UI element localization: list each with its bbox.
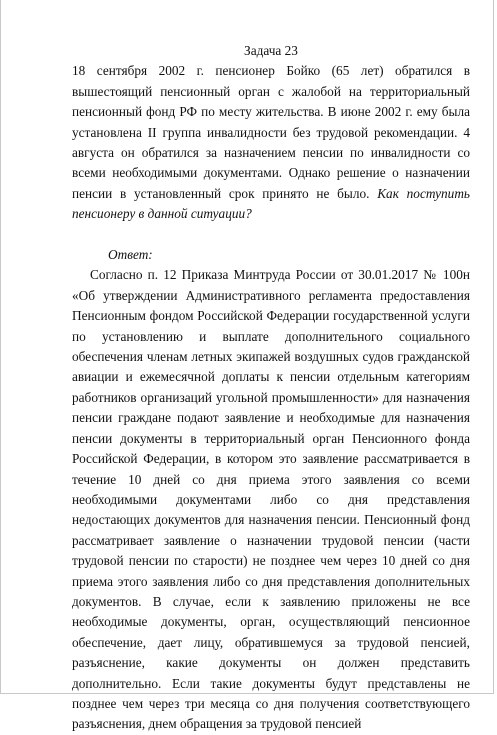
answer-paragraph: Согласно п. 12 Приказа Минтруда России от 30.01.2017 № 100н «Об утверждении Административного регламента предоставления Пенсионным фондом Российской Федерации государственной услуги по установлению и выплате дополнительного социального обеспечения членам летных экипажей воздушных судов гражданской авиации и ежемесячной доплаты к пенсии отдельным категориям работников организаций угольной промышленности» для назначения пенсии граждане подают заявление и необходимые для назначения пенсии документы в территориальный орган Пенсионного фонда Российской Федерации, в котором это заявление рассматривается в течение 10 дней со дня приема этого заявления со всеми необходимыми документами либо со дня представления недостающих документов для назначения пенсии. Пенсионный фонд рассматривает заявление о назначении трудовой пенсии (части трудовой пенсии по старости) не позднее чем через 10 дней со дня приема этого заявления либо со дня представления дополнительных документов. В случае, если к заявлению приложены не все необходимые документы, орган, осуществляющий пенсионное обеспечение, дает лицу, обратившемуся за трудовой пенсией, разъяснение, какие документы он должен представить дополнительно. Если такие документы будут представлены не позднее чем через три месяца со дня получения соответствующего разъяснения, днем обращения за трудовой пенсией [72, 267, 470, 732]
blank-line [72, 225, 470, 245]
document-body [72, 41, 470, 735]
task-text: 18 сентября 2002 г. пенсионер Бойко (65 лет) обратился в вышестоящий пенсионный орган с жалобой на территориальный пенсионный фонд РФ по месту жительства. В июне 2002 г. ему была установлена II группа инвалидности без трудовой рекомендации. 4 августа он обратился за назначением пенсии по инвалидности со всеми необходимыми документами. Однако решение о назначении пенсии в установленный срок принято не было. [72, 63, 470, 201]
answer-label: Ответ: [108, 247, 153, 263]
task-title: Задача 23 [244, 43, 298, 58]
task-paragraph [72, 61, 470, 224]
task-question: Как поступить пенсионеру в данной ситуации? [72, 185, 470, 222]
